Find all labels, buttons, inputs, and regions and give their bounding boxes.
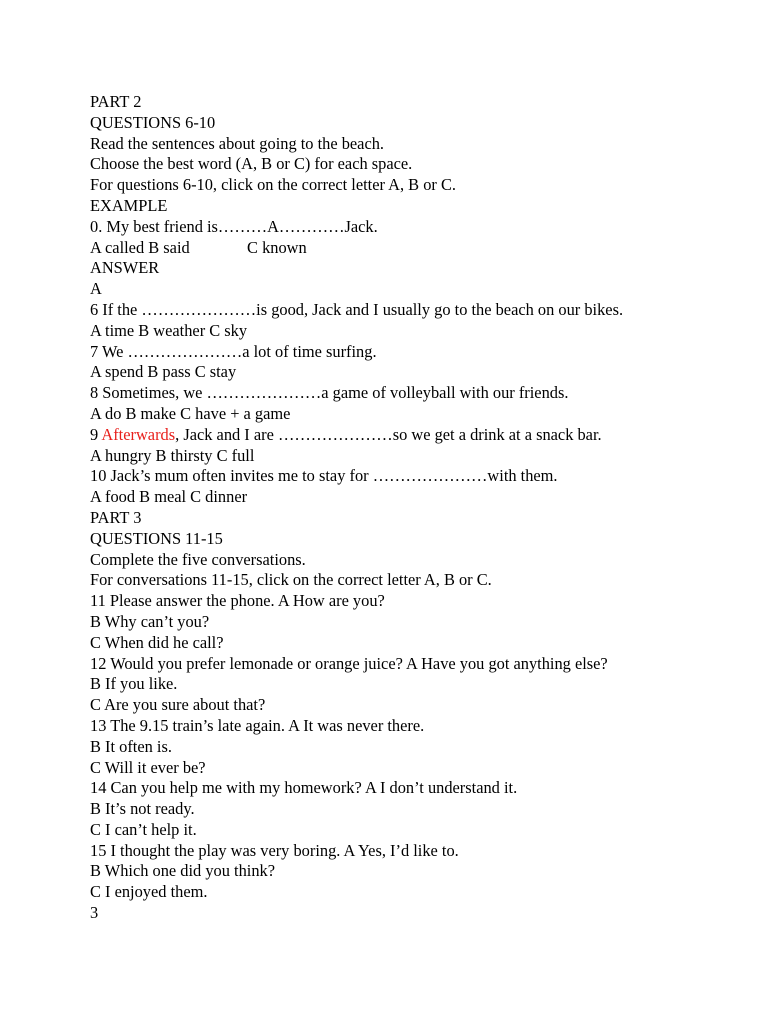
question-10-options: A food B meal C dinner: [90, 487, 248, 507]
question-13-option-b: B It often is.: [90, 736, 172, 756]
part2-instruction-2: Choose the best word (A, B or C) for each space.: [90, 154, 413, 174]
page-number: 3: [90, 903, 99, 923]
part2-instruction-3: For questions 6-10, click on the correct letter A, B or C.: [90, 175, 456, 195]
example-sentence: 0. My best friend is………A…………Jack.: [90, 216, 378, 236]
part2-instruction-1: Read the sentences about going to the beach.: [90, 133, 385, 153]
part3-instruction-1: Complete the five conversations.: [90, 549, 306, 569]
part3-questions-heading: QUESTIONS 11-15: [90, 528, 223, 548]
example-heading: EXAMPLE: [90, 195, 168, 215]
question-13-option-c: C Will it ever be?: [90, 757, 206, 777]
question-14-option-b: B It’s not ready.: [90, 799, 195, 819]
question-13-line: 13 The 9.15 train’s late again. A It was never there.: [90, 715, 425, 735]
question-8-sentence: 8 Sometimes, we …………………a game of volleyball with our friends.: [90, 383, 569, 403]
question-7-options: A spend B pass C stay: [90, 362, 237, 382]
question-15-option-c: C I enjoyed them.: [90, 882, 208, 902]
question-10-sentence: 10 Jack’s mum often invites me to stay for …………………with them.: [90, 466, 558, 486]
question-9-number: 9: [90, 424, 102, 444]
question-14-line: 14 Can you help me with my homework? A I don’t understand it.: [90, 778, 518, 798]
question-12-option-c: C Are you sure about that?: [90, 695, 266, 715]
question-7-sentence: 7 We …………………a lot of time surfing.: [90, 341, 377, 361]
question-9-sentence: [90, 425, 750, 446]
part2-questions-heading: QUESTIONS 6-10: [90, 112, 216, 132]
question-6-sentence: 6 If the …………………is good, Jack and I usually go to the beach on our bikes.: [90, 299, 624, 319]
question-15-line: 15 I thought the play was very boring. A Yes, I’d like to.: [90, 840, 459, 860]
question-14-option-c: C I can’t help it.: [90, 819, 197, 839]
question-8-options: A do B make C have + a game: [90, 403, 291, 423]
part3-heading: PART 3: [90, 507, 142, 527]
part3-instruction-2: For conversations 11-15, click on the correct letter A, B or C.: [90, 570, 492, 590]
question-11-option-c: C When did he call?: [90, 632, 224, 652]
question-12-line: 12 Would you prefer lemonade or orange juice? A Have you got anything else?: [90, 653, 608, 673]
example-options: A called B said C known: [90, 237, 307, 257]
question-15-option-b: B Which one did you think?: [90, 861, 275, 881]
question-11-option-b: B Why can’t you?: [90, 611, 210, 631]
document-body: [90, 92, 750, 924]
question-12-option-b: B If you like.: [90, 674, 178, 694]
question-9-options: A hungry B thirsty C full: [90, 445, 255, 465]
question-11-line: 11 Please answer the phone. A How are you?: [90, 591, 385, 611]
answer-value: A: [90, 279, 102, 299]
question-9-rest: , Jack and I are …………………so we get a drink at a snack bar.: [175, 424, 602, 444]
question-9-highlight-word: Afterwards: [101, 424, 176, 444]
part2-heading: PART 2: [90, 92, 142, 111]
answer-heading: ANSWER: [90, 258, 160, 278]
question-6-options: A time B weather C sky: [90, 320, 248, 340]
